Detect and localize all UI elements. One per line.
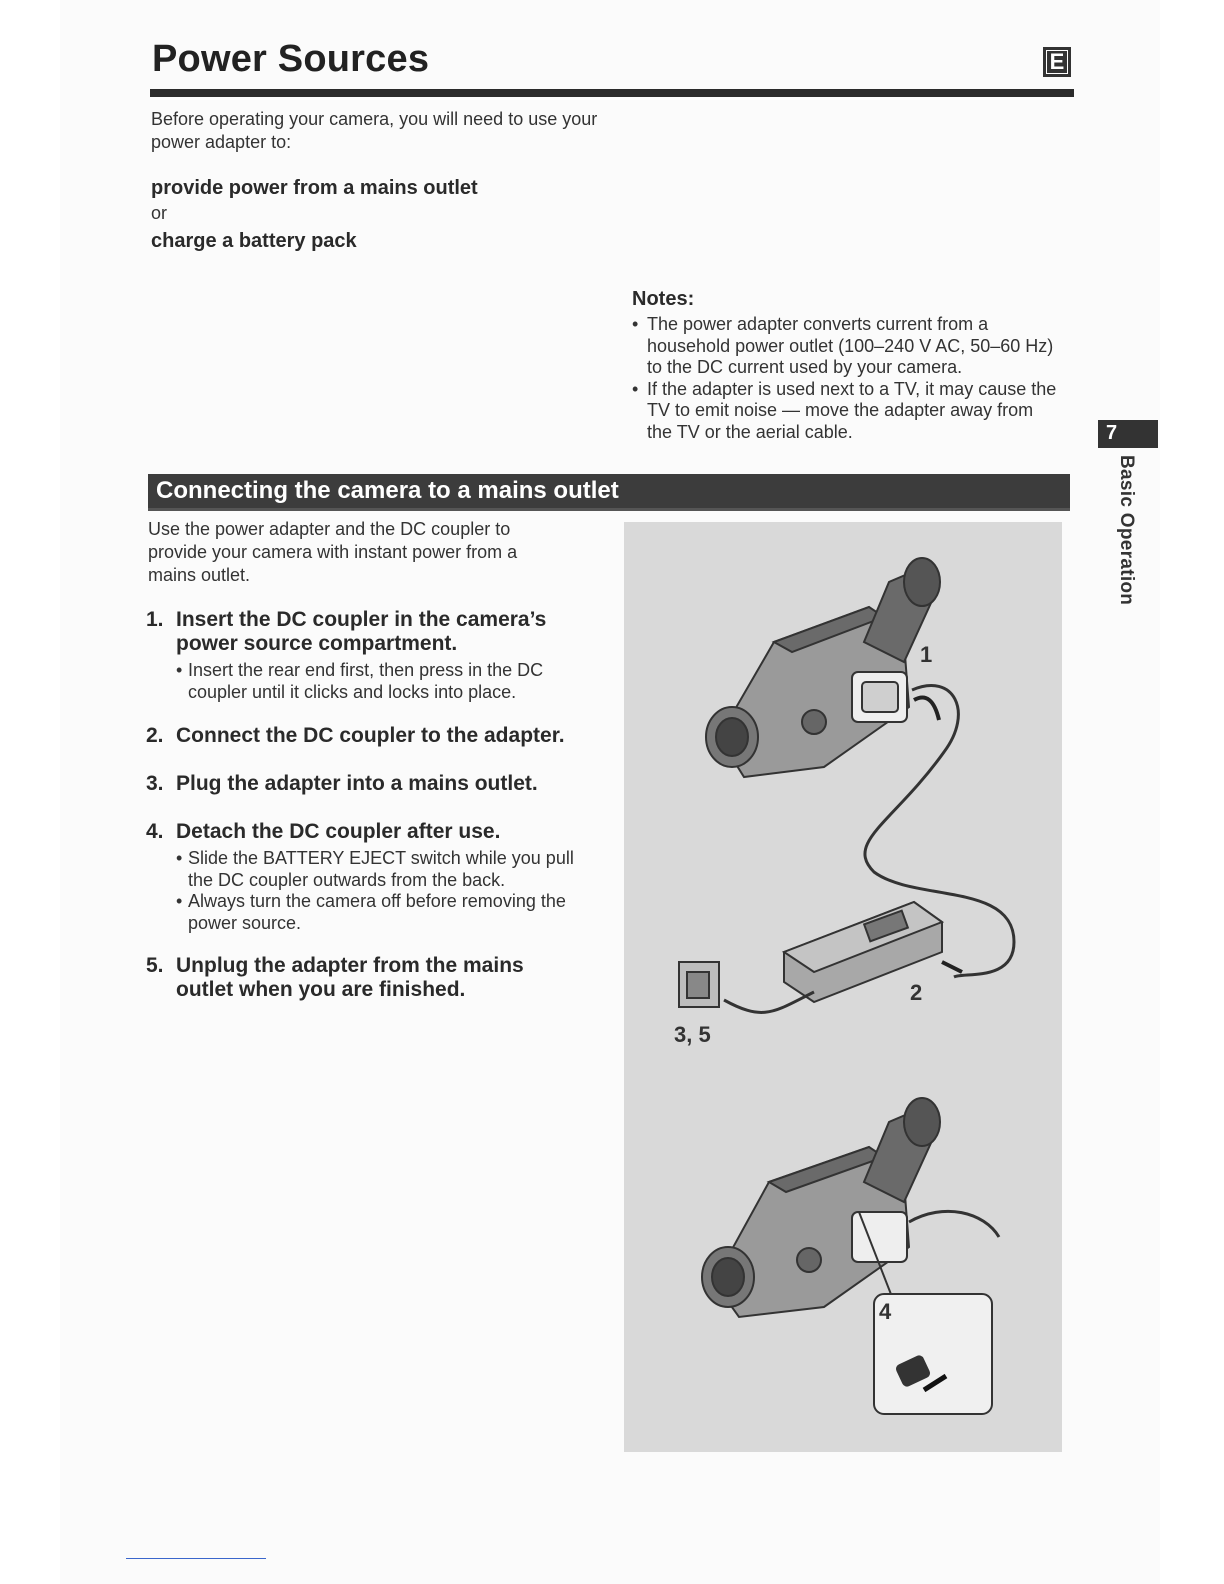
step-4 <box>146 820 586 934</box>
footer-rule <box>126 1558 266 1559</box>
page-title: Power Sources <box>152 38 430 80</box>
note-item: • If the adapter is used next to a TV, it may cause the TV to emit noise — move the adapter away from the TV or the aerial cable. <box>632 379 1062 444</box>
step-2 <box>146 724 586 748</box>
figure-label-4: 4 <box>879 1299 892 1324</box>
step-3 <box>146 772 586 796</box>
figure-label-35: 3, 5 <box>674 1022 711 1047</box>
intro-text: Before operating your camera, you will need to use your power adapter to: <box>151 109 598 152</box>
step-bullet: • Always turn the camera off before removing the power source. <box>176 891 586 934</box>
step-title: Insert the DC coupler in the camera’s power source compartment. <box>176 608 547 655</box>
step-number: 2. <box>146 724 164 747</box>
step-number: 1. <box>146 608 164 631</box>
step-title: Plug the adapter into a mains outlet. <box>176 772 538 795</box>
step-number: 4. <box>146 820 164 843</box>
title-rule <box>150 89 1074 97</box>
note-item: • The power adapter converts current from a household power outlet (100–240 V AC, 50–60 Hz) to the DC current used by your camera. <box>632 314 1062 379</box>
language-badge: E <box>1043 47 1071 77</box>
notes-list <box>632 314 1062 443</box>
side-page-number <box>1098 420 1158 448</box>
figure-label-1: 1 <box>920 642 933 667</box>
step-title: Connect the DC coupler to the adapter. <box>176 724 565 747</box>
section-title: Connecting the camera to a mains outlet <box>156 477 619 504</box>
option-charge-battery: charge a battery pack <box>151 230 357 252</box>
step-bullet: • Insert the rear end first, then press in the DC coupler until it clicks and locks into place. <box>176 660 586 703</box>
section-header <box>148 474 1070 511</box>
camera-connection-illustration <box>624 522 1062 1452</box>
step-1 <box>146 608 586 703</box>
figure-label-2: 2 <box>910 980 923 1005</box>
or-text: or <box>151 203 168 223</box>
step-number: 3. <box>146 772 164 795</box>
step-bullet: • Slide the BATTERY EJECT switch while you pull the DC coupler outwards from the back. <box>176 848 586 891</box>
step-title: Unplug the adapter from the mains outlet when you are finished. <box>176 954 524 1001</box>
step-5 <box>146 954 586 1002</box>
side-chapter-label: Basic Operation <box>1116 455 1137 606</box>
wall-outlet-drawing <box>679 962 719 1007</box>
notes-title: Notes: <box>632 288 695 310</box>
page-number-text: 7 <box>1106 422 1118 444</box>
section-intro: Use the power adapter and the DC coupler to provide your camera with instant power from a mains outlet. <box>148 519 518 585</box>
step-number: 5. <box>146 954 164 977</box>
step-title: Detach the DC coupler after use. <box>176 820 501 843</box>
option-mains-outlet: provide power from a mains outlet <box>151 177 478 199</box>
